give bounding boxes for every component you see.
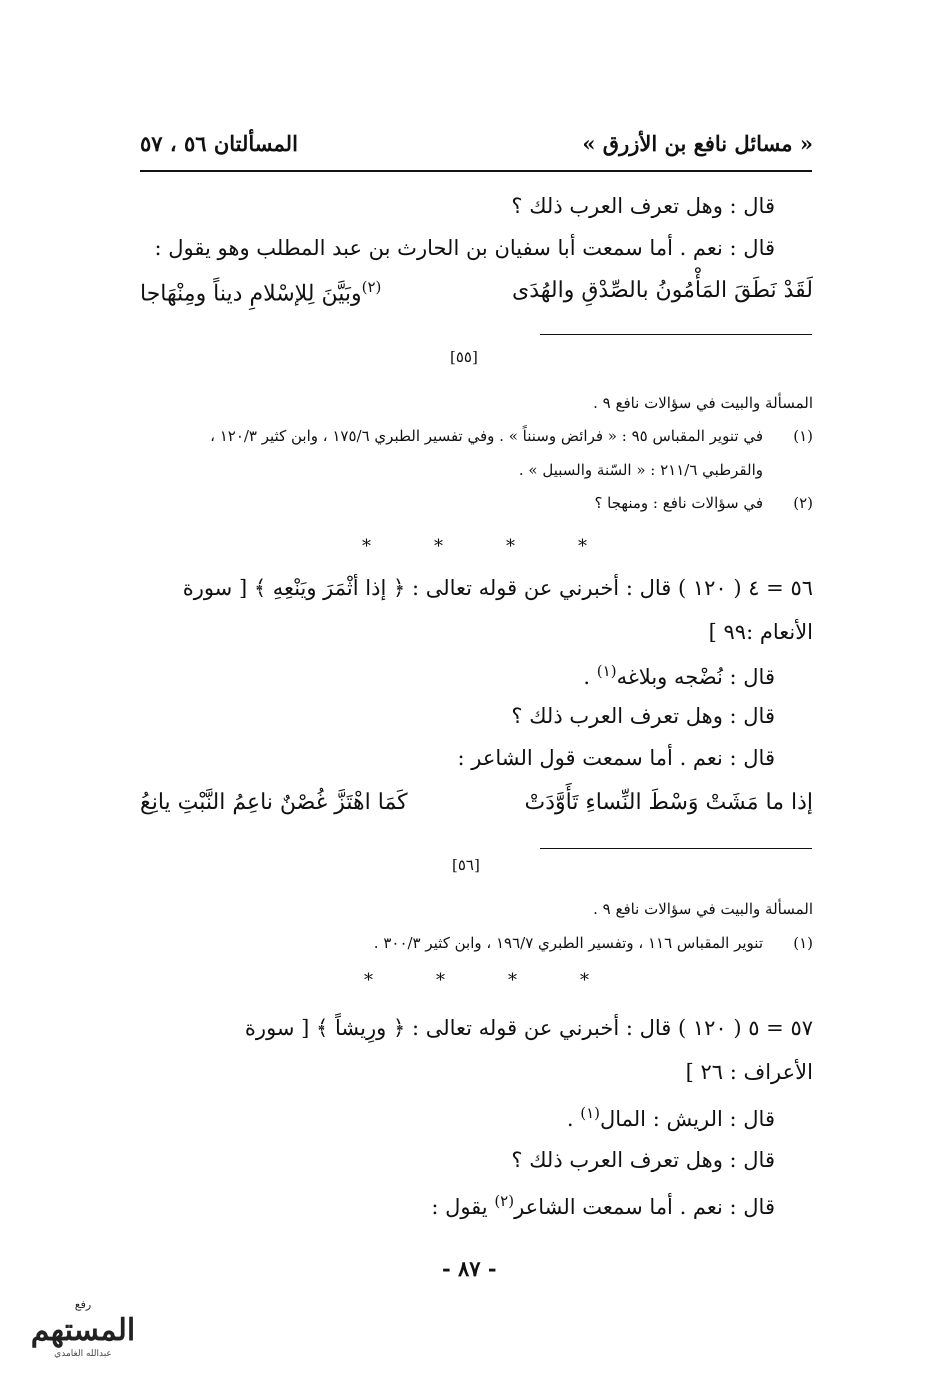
footnote-text: في تنوير المقباس ٩٥ : « فرائض وسنناً » . وفي تفسير الطبري ١٧٥/٦ ، وابن كثير ١٢٠/٣ ، — [210, 427, 763, 445]
separator-star: * — [506, 536, 515, 557]
header-rule — [140, 170, 812, 172]
watermark-main-text: المستهم — [30, 1313, 136, 1348]
answer-line: قال : نُضْجه وبلاغه$^{(١)}$ . — [583, 662, 775, 689]
separator-star: * — [364, 970, 373, 991]
body-line: قال : نعم . أما سمعت أبا سفيان بن الحارث بن عبد المطلب وهو يقول : — [154, 236, 775, 260]
separator-star: * — [434, 536, 443, 557]
answer-line: قال : نعم . أما سمعت قول الشاعر : — [457, 746, 775, 770]
footnote-rule — [540, 848, 812, 849]
answer-line: قال : وهل تعرف العرب ذلك ؟ — [511, 1148, 775, 1172]
footnote-text: تنوير المقباس ١١٦ ، وتفسير الطبري ١٩٦/٧ ، وابن كثير ٣٠٠/٣ . — [373, 934, 763, 952]
footnote-number: (١) — [793, 934, 813, 952]
verse-hemistich-right: لَقَدْ نَطَقَ المَأْمُونُ بالصِّدْقِ والهُدَى — [512, 278, 813, 303]
body-line: قال : وهل تعرف العرب ذلك ؟ — [511, 194, 775, 218]
question-line: ٥٧ = ٥ ( ١٢٠ ) قال : أخبرني عن قوله تعالى : ﴿ ورِيشاً ﴾ [ سورة — [244, 1016, 813, 1040]
separator-star: * — [436, 970, 445, 991]
verse-hemistich-left: كَمَا اهْتَزَّ غُصْنٌ ناعِمُ النَّبْتِ يانِعُ — [140, 790, 408, 815]
page-number: - ٨٧ - — [442, 1256, 497, 1281]
footnote-marker: (١) — [580, 1104, 600, 1122]
footnote-intro: المسألة والبيت في سؤالات نافع ٩ . — [593, 900, 813, 918]
footnote-text: في سؤالات نافع : ومنهجا ؟ — [594, 494, 763, 512]
watermark-sub-text: عبدالله الغامدي — [54, 1349, 112, 1359]
separator-star: * — [508, 970, 517, 991]
answer-line: قال : الريش : المال$^{(١)}$ . — [566, 1104, 775, 1131]
running-header-title: « مسائل نافع بن الأزرق » — [582, 131, 813, 156]
footnote-marker: (١) — [596, 662, 617, 680]
footnote-number: (١) — [793, 427, 813, 445]
separator-star: * — [580, 970, 589, 991]
section-number: [٥٦] — [452, 856, 480, 874]
watermark-logo — [8, 1296, 158, 1360]
footnote-intro: المسألة والبيت في سؤالات نافع ٩ . — [593, 394, 813, 412]
verse-hemistich-right: إذا ما مَشَتْ وَسْطَ النِّساءِ تَأَوَّدَتْ — [524, 790, 813, 815]
verse-hemistich-left: $^{(٢)}$وبَيَّنَ لِلإسْلامِ ديناً ومِنْهَاجا — [140, 278, 382, 307]
footnote-text: والقرطبي ٢١١/٦ : « السّنة والسبيل » . — [518, 461, 763, 479]
question-line: ٥٦ = ٤ ( ١٢٠ ) قال : أخبرني عن قوله تعالى : ﴿ إذا أثْمَرَ ويَنْعِهِ ﴾ [ سورة — [182, 576, 813, 600]
footnote-rule — [540, 334, 812, 335]
footnote-marker: (٢) — [361, 278, 382, 296]
separator-star: * — [362, 536, 371, 557]
footnote-number: (٢) — [793, 494, 813, 512]
footnote-marker: (٢) — [494, 1192, 515, 1210]
answer-line: قال : وهل تعرف العرب ذلك ؟ — [511, 704, 775, 728]
question-line: الأنعام :٩٩ ] — [708, 620, 813, 644]
watermark-top-text: رفع — [74, 1298, 92, 1311]
section-number: [٥٥] — [450, 348, 478, 366]
answer-line: قال : نعم . أما سمعت الشاعر$^{(٢)}$ يقول : — [431, 1192, 775, 1219]
separator-star: * — [578, 536, 587, 557]
running-header-section: المسألتان ٥٦ ، ٥٧ — [140, 131, 298, 156]
question-line: الأعراف : ٢٦ ] — [685, 1060, 813, 1084]
